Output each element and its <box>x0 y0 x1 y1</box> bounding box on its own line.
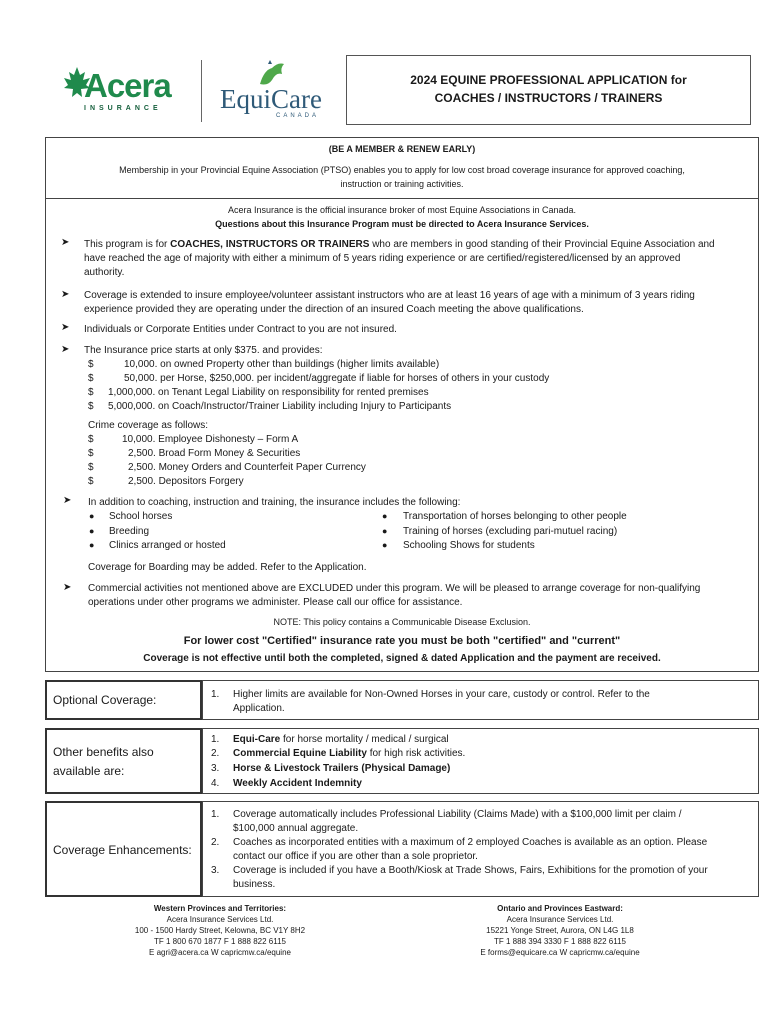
includes-right-item: Schooling Shows for students <box>403 540 535 551</box>
boarding-line: Coverage for Boarding may be added. Refer to the Application. <box>88 562 367 573</box>
price-dollar: $ <box>88 359 94 370</box>
benefits-label-line2: available are: <box>53 764 125 778</box>
arrow-bullet-icon: ➤ <box>61 237 70 248</box>
benefits-label-line1: Other benefits also <box>53 745 154 759</box>
arrow-bullet-icon: ➤ <box>61 344 70 355</box>
excluded-paragraph-line1: Commercial activities not mentioned above are EXCLUDED under this program. We will be pleased to arrange coverage for non-qualifying <box>88 583 701 594</box>
optional-coverage-label: Optional Coverage: <box>53 693 157 707</box>
arrow-bullet-icon: ➤ <box>63 495 72 506</box>
equicare-logo-sub: CANADA <box>276 113 320 119</box>
enhancement-line2: business. <box>233 879 276 890</box>
not-insured-paragraph: Individuals or Corporate Entities under Contract to you are not insured. <box>84 324 397 335</box>
certified-emphasis: For lower cost "Certified" insurance rate you must be both "certified" and "current" <box>183 635 621 647</box>
footer-west-heading: Western Provinces and Territories: <box>153 904 287 913</box>
benefit-num: 3. <box>211 763 220 774</box>
footer-west-email: E agri@acera.ca W capricmw.ca/equine <box>149 948 291 957</box>
footer-west-phone: TF 1 800 670 1877 F 1 888 822 6115 <box>154 937 286 946</box>
price-dollar: $ <box>88 373 94 384</box>
benefit-num: 1. <box>211 734 220 745</box>
footer-east <box>440 903 680 958</box>
acera-logo-text: Acera <box>84 67 171 104</box>
questions-line: Questions about this Insurance Program must be directed to Acera Insurance Services. <box>215 219 589 229</box>
price-item: 10,000. on owned Property other than buildings (higher limits available) <box>124 359 440 370</box>
price-dollar: $ <box>88 387 94 398</box>
crime-dollar: $ <box>88 462 94 473</box>
logo-divider <box>201 60 202 122</box>
includes-left-item: Clinics arranged or hosted <box>109 540 226 551</box>
price-item: 5,000,000. on Coach/Instructor/Trainer Liability including Injury to Participants <box>108 401 452 412</box>
arrow-bullet-icon: ➤ <box>61 322 70 333</box>
effective-emphasis: Coverage is not effective until both the completed, signed & dated Application and the payment are received. <box>143 653 661 664</box>
dot-bullet-icon: ● <box>382 540 388 550</box>
footer-west <box>100 903 340 958</box>
program-paragraph-line3: authority. <box>84 267 125 278</box>
footer-east-heading: Ontario and Provinces Eastward: <box>497 904 623 913</box>
arrow-bullet-icon: ➤ <box>63 582 72 593</box>
crime-item: 2,500. Broad Form Money & Securities <box>128 448 301 459</box>
program-paragraph-line1: This program is for COACHES, INSTRUCTORS OR TRAINERS who are members in good standing of their Provincial Equine Association and <box>84 239 715 250</box>
optional-line2: Application. <box>233 703 285 714</box>
price-item: 1,000,000. on Tenant Legal Liability on responsibility for rented premises <box>108 387 429 398</box>
price-dollar: $ <box>88 401 94 412</box>
footer-east-company: Acera Insurance Services Ltd. <box>506 915 614 924</box>
benefits-label-box <box>45 728 202 794</box>
enhancements-label: Coverage Enhancements: <box>53 843 192 857</box>
acera-logo-sub: INSURANCE <box>84 105 162 112</box>
enhancement-line2: contact our office if you are other than a sole proprietor. <box>233 851 478 862</box>
includes-paragraph: In addition to coaching, instruction and training, the insurance includes the following: <box>88 497 461 508</box>
crime-dollar: $ <box>88 476 94 487</box>
enhancement-line1: Coverage automatically includes Professional Liability (Claims Made) with a $100,000 limit per claim / <box>233 809 682 820</box>
enhancement-line2: $100,000 annual aggregate. <box>233 823 359 834</box>
dot-bullet-icon: ● <box>382 526 388 536</box>
benefit-item: Weekly Accident Indemnity <box>233 778 362 789</box>
assistant-paragraph-line1: Coverage is extended to insure employee/volunteer assistant instructors who are at least 16 years of age with a minimum of 3 years riding <box>84 290 695 301</box>
enhancement-line1: Coverage is included if you have a Booth/Kiosk at Trade Shows, Fairs, Exhibitions for the promotion of your <box>233 865 708 876</box>
footer-east-phone: TF 1 888 394 3330 F 1 888 822 6115 <box>494 937 626 946</box>
footer-east-address: 15221 Yonge Street, Aurora, ON L4G 1L8 <box>486 926 634 935</box>
includes-left-item: School horses <box>109 511 173 522</box>
broker-line: Acera Insurance is the official insurance broker of most Equine Associations in Canada. <box>227 205 577 215</box>
footer-west-company: Acera Insurance Services Ltd. <box>166 915 274 924</box>
disease-note: NOTE: This policy contains a Communicable Disease Exclusion. <box>273 617 531 627</box>
includes-right-item: Training of horses (excluding pari-mutuel racing) <box>403 526 618 537</box>
benefit-num: 4. <box>211 778 220 789</box>
crime-dollar: $ <box>88 434 94 445</box>
intro-line1: Membership in your Provincial Equine Association (PTSO) enables you to apply for low cost broad coverage insurance for approved coaching, <box>119 165 685 175</box>
includes-left-item: Breeding <box>109 526 150 537</box>
acera-logo <box>62 66 184 114</box>
arrow-bullet-icon: ➤ <box>61 289 70 300</box>
program-paragraph-line2: have reached the age of majority with either a minimum of 5 years riding experience or are certified/registered/licensed by an approved <box>84 253 681 264</box>
dot-bullet-icon: ● <box>382 511 388 521</box>
excluded-paragraph-line2: operations under other programs we administer. Please call our office for assistance. <box>88 597 463 608</box>
optional-line1: Higher limits are available for Non-Owned Horses in your care, custody or control. Refer to the <box>233 689 650 700</box>
price-item: 50,000. per Horse, $250,000. per incident/aggregate if liable for horses of others in your custody <box>124 373 550 384</box>
dot-bullet-icon: ● <box>89 511 95 521</box>
crime-item: 2,500. Money Orders and Counterfeit Paper Currency <box>128 462 366 473</box>
benefit-item: Commercial Equine Liability for high risk activities. <box>233 748 466 759</box>
benefit-num: 2. <box>211 748 220 759</box>
equicare-logo-text: EquiCare <box>220 84 322 114</box>
intro-line2: instruction or training activities. <box>340 179 464 189</box>
dot-bullet-icon: ● <box>89 540 95 550</box>
includes-right-item: Transportation of horses belonging to other people <box>403 511 627 522</box>
enhancement-num: 3. <box>211 865 220 876</box>
footer-east-email: E forms@equicare.ca W capricmw.ca/equine <box>480 948 640 957</box>
crime-item: 2,500. Depositors Forgery <box>128 476 244 487</box>
enhancement-num: 2. <box>211 837 220 848</box>
dot-bullet-icon: ● <box>89 526 95 536</box>
intro-heading: (BE A MEMBER & RENEW EARLY) <box>328 144 476 154</box>
crime-dollar: $ <box>88 448 94 459</box>
assistant-paragraph-line2: experience provided they are operating under the direction of an insured Coach meeting the above qualifications. <box>84 304 584 315</box>
optional-num: 1. <box>211 689 220 700</box>
enhancement-num: 1. <box>211 809 220 820</box>
header-title-line2: COACHES / INSTRUCTORS / TRAINERS <box>434 91 663 105</box>
footer-west-address: 100 - 1500 Hardy Street, Kelowna, BC V1Y 8H2 <box>134 926 306 935</box>
crime-heading: Crime coverage as follows: <box>88 420 209 431</box>
enhancement-line1: Coaches as incorporated entities with a maximum of 2 employed Coaches is available as an option. Please <box>233 837 708 848</box>
crime-item: 10,000. Employee Dishonesty – Form A <box>122 434 299 445</box>
benefit-item: Equi-Care for horse mortality / medical / surgical <box>233 734 449 745</box>
equicare-logo <box>220 60 330 122</box>
header-title-line1: 2024 EQUINE PROFESSIONAL APPLICATION for <box>410 73 687 87</box>
benefit-item: Horse & Livestock Trailers (Physical Damage) <box>233 763 451 774</box>
price-paragraph: The Insurance price starts at only $375. and provides: <box>84 345 323 356</box>
